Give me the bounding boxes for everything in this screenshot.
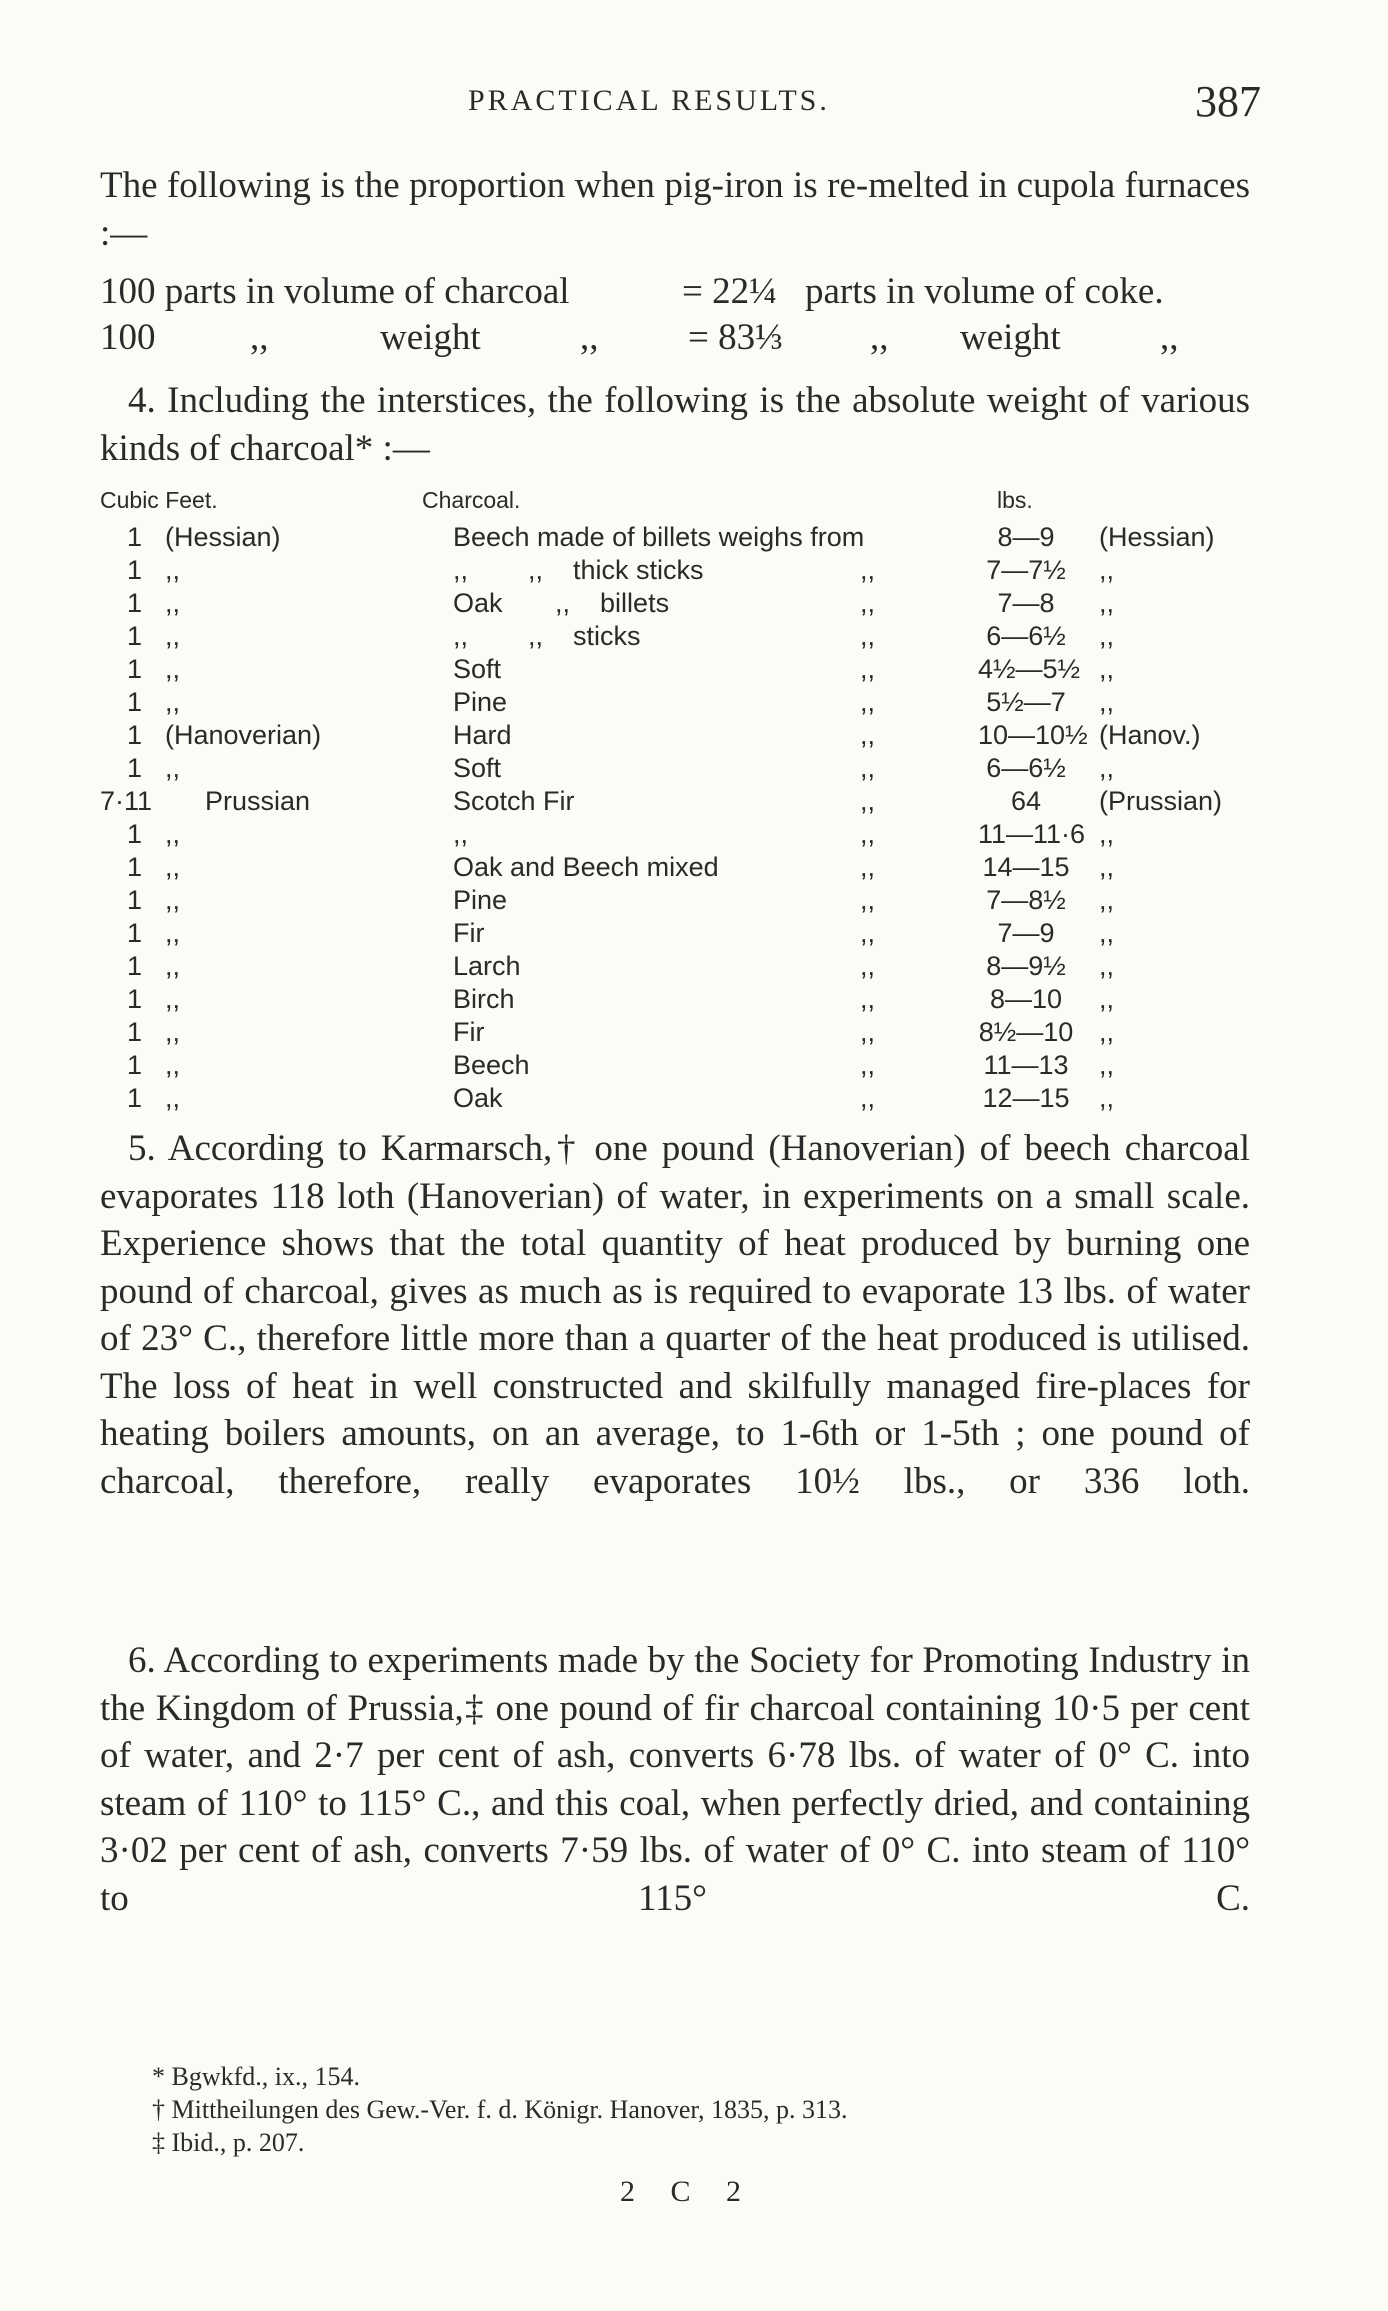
paragraph-5: 5. According to Karmarsch,† one pound (Hanoverian) of beech charcoal evaporates 118 loth (Hanoverian) of water, in experiments on a small scale. Experience shows that the total quantity of heat produced by burning one pound of charcoal, gives as much as is required to evaporate 13 lbs. of water of 23° C., therefore little more than a quarter of the heat produced is utilised. The loss of heat in well constructed and skilfully managed fire-places for heating boilers amounts, on an average, to 1-6th or 1-5th ; one pound of charcoal, therefore, really evaporates 10½ lbs., or 336 loth. (100, 1128, 1250, 1502)
cell-cubic-feet: 1 (127, 588, 143, 618)
cell-weight-lbs: 12—15 (982, 1083, 1070, 1113)
cell-charcoal-kind: Pine (453, 687, 508, 717)
cell-cubic-feet: 1 (127, 984, 143, 1014)
cell-weight-lbs: 7—8 (997, 588, 1055, 618)
cell-ditto: ,, (860, 984, 876, 1014)
cell-weight-unit: ,, (1099, 1017, 1115, 1047)
cell-measure-system: ,, (165, 852, 181, 882)
table-row (0, 588, 1388, 621)
table-row (0, 819, 1388, 852)
formula-weight-lhs: weight (380, 317, 481, 358)
cell-measure-system: ,, (165, 1050, 181, 1080)
cell-measure-system: ,, (165, 885, 181, 915)
cell-ditto: ,, (860, 555, 876, 585)
formula-volume-equals: = 22¼ (682, 271, 777, 312)
column-header-charcoal: Charcoal. (422, 487, 521, 513)
formula-weight-ditto: ,, (580, 317, 599, 358)
cell-cubic-feet: 1 (127, 1017, 143, 1047)
cell-charcoal-kind: Beech (453, 1050, 530, 1080)
cell-measure-system: ,, (165, 1017, 181, 1047)
formula-weight-ditto: ,, (250, 317, 269, 358)
cell-charcoal-kind: Fir (453, 918, 485, 948)
cell-weight-lbs: 7—7½ (986, 555, 1066, 585)
cell-weight-lbs: 14—15 (982, 852, 1070, 882)
cell-ditto: ,, (860, 885, 876, 915)
paragraph-4: 4. Including the interstices, the following is the absolute weight of various kinds of charcoal* :— (100, 380, 1250, 469)
cell-cubic-feet: 1 (127, 621, 143, 651)
cell-charcoal-kind: Birch (453, 984, 515, 1014)
cell-measure-system: ,, (165, 555, 181, 585)
cell-measure-system: ,, (165, 654, 181, 684)
cell-weight-unit: ,, (1099, 819, 1115, 849)
cell-weight-lbs: 6—6½ (986, 753, 1066, 783)
cell-ditto: ,, (860, 753, 876, 783)
intro-paragraph: The following is the proportion when pig-iron is re-melted in cupola furnaces :— (100, 165, 1250, 254)
formula-weight-ditto: ,, (1160, 317, 1179, 358)
cell-weight-unit: ,, (1099, 555, 1115, 585)
formula-volume-lhs: 100 parts in volume of charcoal (100, 271, 570, 312)
cell-charcoal-kind: Oak and Beech mixed (453, 852, 719, 882)
cell-weight-lbs: 11—11·6 (978, 819, 1086, 849)
cell-weight-unit: ,, (1099, 852, 1115, 882)
cell-ditto: ,, (860, 918, 876, 948)
cell-weight-unit: ,, (1099, 621, 1115, 651)
cell-weight-unit: ,, (1099, 753, 1115, 783)
cell-cubic-feet: 1 (127, 654, 143, 684)
column-header-cubic-feet: Cubic Feet. (100, 487, 218, 513)
table-row (0, 654, 1388, 687)
cell-ditto: ,, (860, 687, 876, 717)
cell-measure-system: ,, (165, 1083, 181, 1113)
cell-ditto: ,, (860, 951, 876, 981)
table-row (0, 522, 1388, 555)
cell-cubic-feet: 1 (127, 951, 143, 981)
cell-charcoal-kind: Soft (453, 753, 502, 783)
cell-cubic-feet: 1 (127, 687, 143, 717)
table-row (0, 753, 1388, 786)
cell-charcoal-kind: Soft (453, 654, 502, 684)
table-row (0, 984, 1388, 1017)
cell-cubic-feet: 1 (127, 819, 143, 849)
footnote: † Mittheilungen des Gew.-Ver. f. d. Königr. Hanover, 1835, p. 313. (152, 2095, 848, 2124)
cell-ditto: ,, (860, 786, 876, 816)
cell-ditto: ,, (860, 588, 876, 618)
cell-measure-system: ,, (165, 984, 181, 1014)
footnotes (152, 2060, 848, 2159)
table-row (0, 1017, 1388, 1050)
cell-weight-unit: ,, (1099, 687, 1115, 717)
cell-weight-lbs: 8½—10 (978, 1017, 1074, 1047)
cell-weight-unit: (Hessian) (1099, 522, 1215, 552)
cell-charcoal-kind: Pine (453, 885, 508, 915)
cell-cubic-feet: 1 (127, 720, 143, 750)
cell-cubic-feet: 1 (127, 555, 143, 585)
table-row (0, 621, 1388, 654)
cell-weight-lbs: 8—9½ (986, 951, 1066, 981)
formula-weight-rhs: weight (960, 317, 1061, 358)
formula-volume-rhs: parts in volume of coke. (805, 271, 1164, 312)
table-row (0, 918, 1388, 951)
formula-weight-amount: 100 (100, 317, 156, 358)
cell-charcoal-kind: ,, ,, sticks (453, 621, 641, 651)
cell-measure-system: (Hessian) (165, 522, 281, 552)
cell-weight-unit: ,, (1099, 654, 1115, 684)
cell-charcoal-kind: Scotch Fir (453, 786, 575, 816)
cell-weight-unit: ,, (1099, 984, 1115, 1014)
cell-weight-lbs: 7—9 (997, 918, 1055, 948)
cell-ditto: ,, (860, 819, 876, 849)
cell-weight-unit: ,, (1099, 951, 1115, 981)
cell-ditto: ,, (860, 852, 876, 882)
cell-measure-system: ,, (165, 918, 181, 948)
cell-charcoal-kind: Beech made of billets weighs from (453, 522, 865, 552)
paragraph-6: 6. According to experiments made by the Society for Promoting Industry in the Kingdom of Prussia,‡ one pound of fir charcoal containing 10·5 per cent of water, and 2·7 per cent of ash, converts 6·78 lbs. of water of 0° C. into steam of 110° to 115° C., and this coal, when perfectly dried, and containing 3·02 per cent of ash, converts 7·59 lbs. of water of 0° C. into steam of 110° to 115° C. (100, 1640, 1250, 1919)
table-row (0, 555, 1388, 588)
cell-cubic-feet: 1 (127, 522, 143, 552)
page-header (0, 72, 1388, 132)
cell-ditto: ,, (860, 1050, 876, 1080)
cell-weight-unit: (Hanov.) (1099, 720, 1201, 750)
page-number: 387 (1195, 77, 1261, 126)
cell-weight-lbs: 8—10 (989, 984, 1063, 1014)
cell-ditto: ,, (860, 621, 876, 651)
cell-weight-unit: (Prussian) (1099, 786, 1223, 816)
cell-weight-lbs: 11—13 (983, 1050, 1069, 1080)
cell-charcoal-kind: Oak (453, 1083, 503, 1113)
cell-cubic-feet: 1 (127, 753, 143, 783)
cell-ditto: ,, (860, 1017, 876, 1047)
cell-weight-unit: ,, (1099, 1050, 1115, 1080)
cell-charcoal-kind: Oak ,, billets (453, 588, 670, 618)
cell-cubic-feet: 1 (127, 1050, 143, 1080)
cell-charcoal-kind: Fir (453, 1017, 485, 1047)
cell-weight-unit: ,, (1099, 1083, 1115, 1113)
cell-measure-system: (Hanoverian) (165, 720, 322, 750)
cell-weight-lbs: 10—10½ (978, 720, 1088, 750)
formula-weight-ditto: ,, (870, 317, 889, 358)
cell-ditto: ,, (860, 654, 876, 684)
cell-cubic-feet: 7·11 (100, 786, 153, 816)
footnote: * Bgwkfd., ix., 154. (152, 2062, 360, 2091)
cell-measure-system: ,, (165, 753, 181, 783)
cell-weight-unit: ,, (1099, 918, 1115, 948)
signature-mark: 2 C 2 (620, 2175, 756, 2208)
table-row (0, 951, 1388, 984)
cell-measure-system: Prussian (205, 786, 311, 816)
cell-weight-lbs: 64 (1010, 786, 1042, 816)
table-row (0, 687, 1388, 720)
cell-measure-system: ,, (165, 588, 181, 618)
cell-weight-unit: ,, (1099, 588, 1115, 618)
running-title: PRACTICAL RESULTS. (468, 84, 830, 117)
cell-charcoal-kind: Hard (453, 720, 512, 750)
cell-charcoal-kind: ,, ,, thick sticks (453, 555, 704, 585)
table-row (0, 786, 1388, 819)
table-row (0, 1083, 1388, 1116)
table-row (0, 852, 1388, 885)
cell-cubic-feet: 1 (127, 1083, 143, 1113)
footnote: ‡ Ibid., p. 207. (152, 2128, 305, 2157)
cell-weight-lbs: 8—9 (997, 522, 1055, 552)
cell-weight-lbs: 5½—7 (986, 687, 1066, 717)
cell-weight-lbs: 7—8½ (986, 885, 1066, 915)
cell-charcoal-kind: ,, (453, 819, 469, 849)
cell-ditto: ,, (860, 1083, 876, 1113)
cell-charcoal-kind: Larch (453, 951, 521, 981)
table-row (0, 1050, 1388, 1083)
table-row (0, 885, 1388, 918)
cell-cubic-feet: 1 (127, 918, 143, 948)
cell-weight-unit: ,, (1099, 885, 1115, 915)
cell-ditto: ,, (860, 720, 876, 750)
cell-weight-lbs: 6—6½ (986, 621, 1066, 651)
formula-weight-equals: = 83⅓ (688, 317, 783, 358)
cell-cubic-feet: 1 (127, 885, 143, 915)
cell-measure-system: ,, (165, 621, 181, 651)
table-row (0, 720, 1388, 753)
cell-cubic-feet: 1 (127, 852, 143, 882)
cell-measure-system: ,, (165, 687, 181, 717)
cell-measure-system: ,, (165, 951, 181, 981)
column-header-lbs: lbs. (997, 487, 1033, 513)
cell-measure-system: ,, (165, 819, 181, 849)
cell-weight-lbs: 4½—5½ (978, 654, 1081, 684)
